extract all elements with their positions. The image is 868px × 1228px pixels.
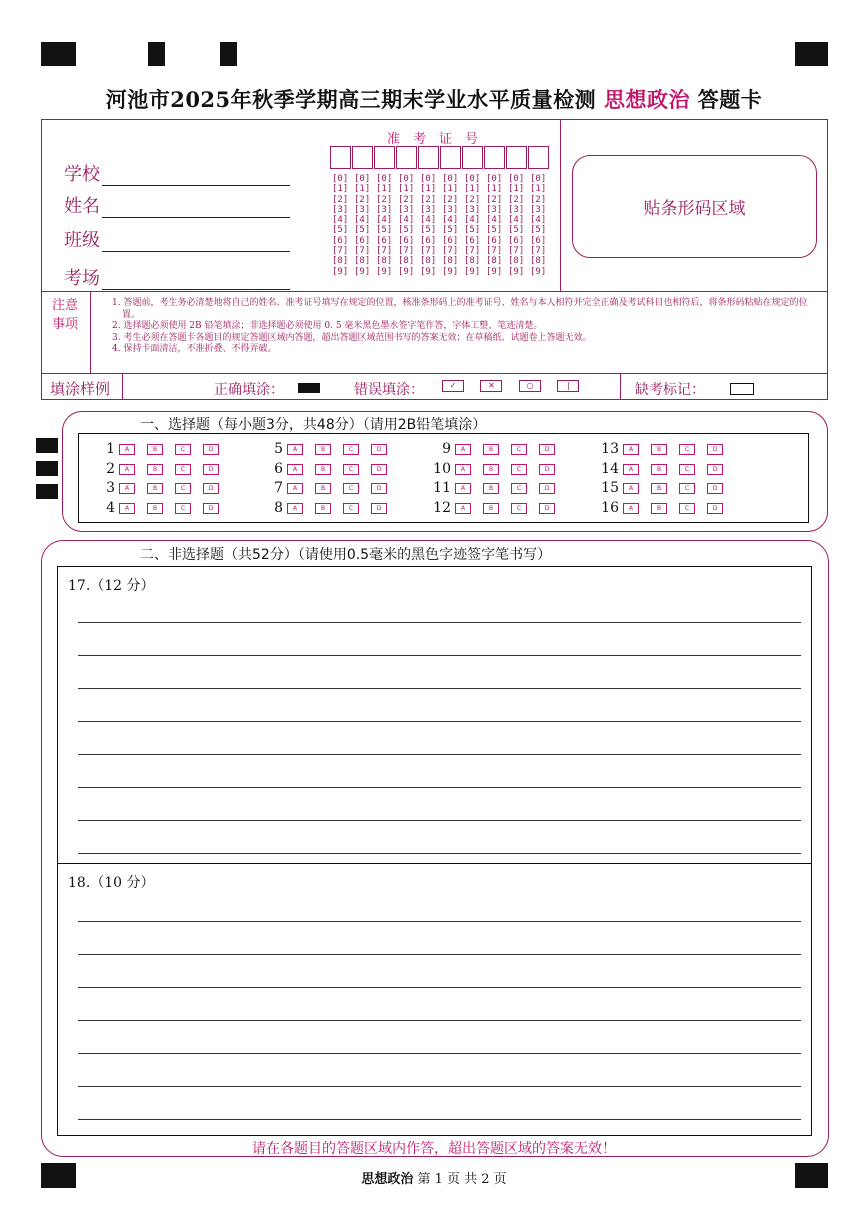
answer-bubble[interactable]: B (651, 483, 667, 494)
digit-bubble[interactable]: [2] (508, 194, 525, 205)
digit-bubble[interactable]: [0] (398, 174, 415, 184)
writing-line (78, 1086, 801, 1087)
exam-number-digit-column[interactable] (354, 174, 374, 277)
choice-question-row (93, 461, 231, 477)
wrong-fill-samples (442, 378, 579, 394)
writing-line (78, 787, 801, 788)
question-number: 4 (106, 500, 115, 516)
digit-bubble[interactable]: [0] (354, 174, 371, 184)
digit-bubble[interactable]: [4] (376, 215, 393, 226)
answer-bubble[interactable]: C (343, 444, 359, 455)
answer-bubble[interactable]: B (483, 503, 499, 514)
answer-bubble[interactable]: A (119, 464, 135, 475)
digit-bubble[interactable]: [2] (486, 194, 503, 205)
answer-box-q18[interactable] (57, 863, 812, 1136)
exam-number-digit-column[interactable] (442, 174, 462, 277)
digit-bubble[interactable]: [8] (508, 256, 525, 267)
digit-bubble[interactable]: [5] (530, 225, 547, 236)
exam-number-entry-box[interactable] (374, 146, 395, 169)
writing-line (78, 655, 801, 656)
exam-number-entry-box[interactable] (418, 146, 439, 169)
answer-bubble[interactable]: C (175, 503, 191, 514)
title-subject: 思想政治 (603, 87, 690, 112)
registration-mark-top-2 (148, 42, 165, 66)
choice-section-heading: 一、选择题（每小题3分，共48分）（请用2B铅笔填涂） (140, 417, 487, 433)
exam-number-digit-column[interactable] (508, 174, 528, 277)
answer-bubble[interactable]: D (539, 503, 555, 514)
digit-bubble[interactable]: [5] (332, 225, 349, 236)
choice-question-row (261, 461, 399, 477)
wrong-fill-label: 错误填涂： (354, 382, 424, 398)
correct-fill-label: 正确填涂： (214, 382, 284, 398)
digit-bubble[interactable]: [4] (332, 215, 349, 226)
answer-bubble[interactable]: C (511, 464, 527, 475)
choice-question-row (93, 500, 231, 516)
answer-bubble[interactable]: D (371, 483, 387, 494)
question-17-label: 17.（12 分） (68, 578, 155, 594)
answer-bubble[interactable]: B (147, 444, 163, 455)
wrong-fill-check-icon: ✓ (442, 380, 464, 392)
notice-item: 2. 选择题必须使用 2B 铅笔填涂；非选择题必须使用 0. 5 毫米黑色墨水签字笔作答，字体工整、笔迹清楚。 (112, 321, 543, 331)
question-number: 16 (601, 500, 619, 516)
exam-number-entry-box[interactable] (462, 146, 483, 169)
exam-number-entry-box[interactable] (528, 146, 549, 169)
writing-line (78, 1119, 801, 1120)
answer-bubble[interactable]: B (147, 483, 163, 494)
digit-bubble[interactable]: [0] (508, 174, 525, 184)
answer-bubble[interactable]: C (679, 503, 695, 514)
digit-bubble[interactable]: [3] (486, 204, 503, 215)
exam-number-entry-box[interactable] (330, 146, 351, 169)
footer-page-text: 第 1 页 共 2 页 (417, 1172, 507, 1187)
divider (90, 292, 91, 373)
answer-bubble[interactable]: C (175, 483, 191, 494)
class-label: 班级 (64, 230, 100, 251)
answer-bubble[interactable]: D (539, 483, 555, 494)
digit-bubble[interactable]: [5] (486, 225, 503, 236)
digit-bubble[interactable]: [9] (508, 266, 525, 277)
header-info-box (41, 119, 828, 400)
answer-bubble[interactable]: D (371, 444, 387, 455)
notice-item: 3. 考生必须在答题卡各题目的规定答题区域内答题，超出答题区域范围书写的答案无效；在草稿纸、试题卷上答题无效。 (112, 332, 592, 343)
digit-bubble[interactable]: [1] (354, 184, 371, 195)
digit-bubble[interactable]: [3] (442, 204, 459, 215)
exam-number-digit-column[interactable] (486, 174, 506, 277)
digit-bubble[interactable]: [1] (486, 184, 503, 195)
choice-question-row (93, 441, 231, 457)
answer-bubble[interactable]: D (203, 483, 219, 494)
wrong-fill-line-icon: | (557, 380, 579, 392)
exam-number-entry-box[interactable] (484, 146, 505, 169)
digit-bubble[interactable]: [6] (486, 235, 503, 246)
digit-bubble[interactable]: [9] (354, 266, 371, 277)
choice-question-row (429, 441, 567, 457)
digit-bubble[interactable]: [5] (508, 225, 525, 236)
digit-bubble[interactable]: [5] (376, 225, 393, 236)
question-number: 11 (433, 480, 451, 496)
answer-bubble[interactable]: C (175, 464, 191, 475)
absent-label: 缺考标记： (635, 382, 705, 398)
digit-bubble[interactable]: [4] (354, 215, 371, 226)
question-number: 10 (433, 461, 451, 477)
registration-mark-top-right (795, 42, 828, 66)
exam-number-digit-column[interactable] (464, 174, 484, 277)
answer-bubble[interactable]: D (707, 464, 723, 475)
answer-bubble[interactable]: C (511, 503, 527, 514)
answer-bubble[interactable]: B (315, 503, 331, 514)
registration-mark-side-2 (36, 461, 58, 476)
exam-number-entry-box[interactable] (440, 146, 461, 169)
question-number: 14 (601, 461, 619, 477)
digit-bubble[interactable]: [9] (530, 266, 547, 277)
digit-bubble[interactable]: [3] (464, 204, 481, 215)
digit-bubble[interactable]: [2] (354, 194, 371, 205)
digit-bubble[interactable]: [7] (464, 246, 481, 257)
digit-bubble[interactable]: [6] (508, 235, 525, 246)
page-title (0, 84, 868, 114)
answer-bubble[interactable]: D (203, 464, 219, 475)
notice-item: 4. 保持卡面清洁，不准折叠、不得弄破。 (112, 344, 277, 354)
digit-bubble[interactable]: [7] (508, 246, 525, 257)
digit-bubble[interactable]: [2] (376, 194, 393, 205)
answer-bubble[interactable]: D (539, 444, 555, 455)
footer-subject: 思想政治 (361, 1172, 414, 1187)
correct-fill-sample (298, 383, 320, 393)
registration-mark-side-1 (36, 438, 58, 453)
answer-bubble[interactable]: B (483, 464, 499, 475)
choice-question-row (261, 500, 399, 516)
digit-bubble[interactable]: [0] (442, 174, 459, 184)
digit-bubble[interactable]: [0] (332, 174, 349, 184)
digit-bubble[interactable]: [6] (442, 235, 459, 246)
digit-bubble[interactable]: [4] (464, 215, 481, 226)
digit-bubble[interactable]: [3] (398, 204, 415, 215)
answer-bubble[interactable]: A (455, 483, 471, 494)
answer-bubble[interactable]: B (483, 444, 499, 455)
answer-bubble[interactable]: D (707, 444, 723, 455)
digit-bubble[interactable]: [7] (398, 246, 415, 257)
page-footer (0, 1168, 868, 1187)
registration-mark-side-3 (36, 484, 58, 499)
registration-mark-top-left (41, 42, 76, 66)
exam-number-entry-box[interactable] (396, 146, 417, 169)
choice-question-row (261, 441, 399, 457)
answer-bubble[interactable]: D (371, 464, 387, 475)
digit-bubble[interactable]: [8] (486, 256, 503, 267)
digit-bubble[interactable]: [7] (332, 246, 349, 257)
digit-bubble[interactable]: [5] (442, 225, 459, 236)
digit-bubble[interactable]: [3] (420, 204, 437, 215)
answer-bubble[interactable]: C (343, 483, 359, 494)
answer-bubble[interactable]: A (119, 483, 135, 494)
digit-bubble[interactable]: [1] (398, 184, 415, 195)
exam-number-digit-column[interactable] (530, 174, 550, 277)
school-field[interactable] (64, 160, 290, 186)
name-field[interactable] (64, 192, 290, 218)
registration-mark-top-3 (220, 42, 237, 66)
answer-bubble[interactable]: A (287, 503, 303, 514)
digit-bubble[interactable]: [6] (354, 235, 371, 246)
digit-bubble[interactable]: [0] (420, 174, 437, 184)
answer-bubble[interactable]: B (483, 483, 499, 494)
question-number: 13 (601, 441, 619, 457)
answer-bubble[interactable]: B (651, 464, 667, 475)
exam-number-entry-box[interactable] (352, 146, 373, 169)
writing-line (78, 954, 801, 955)
digit-bubble[interactable]: [0] (530, 174, 547, 184)
digit-bubble[interactable]: [1] (376, 184, 393, 195)
digit-bubble[interactable]: [1] (442, 184, 459, 195)
digit-bubble[interactable]: [6] (398, 235, 415, 246)
question-number: 5 (274, 441, 283, 457)
digit-bubble[interactable]: [9] (464, 266, 481, 277)
digit-bubble[interactable]: [2] (464, 194, 481, 205)
answer-bubble[interactable]: C (679, 464, 695, 475)
digit-bubble[interactable]: [7] (486, 246, 503, 257)
digit-bubble[interactable]: [0] (376, 174, 393, 184)
digit-bubble[interactable]: [2] (530, 194, 547, 205)
digit-bubble[interactable]: [8] (376, 256, 393, 267)
question-number: 7 (274, 480, 283, 496)
digit-bubble[interactable]: [5] (420, 225, 437, 236)
digit-bubble[interactable]: [1] (530, 184, 547, 195)
question-number: 3 (106, 480, 115, 496)
answer-box-q17[interactable] (57, 566, 812, 864)
digit-bubble[interactable]: [4] (508, 215, 525, 226)
exam-number-digit-column[interactable] (332, 174, 352, 277)
question-18-label: 18.（10 分） (68, 875, 155, 891)
answer-bubble[interactable]: A (623, 444, 639, 455)
digit-bubble[interactable]: [3] (332, 204, 349, 215)
digit-bubble[interactable]: [9] (442, 266, 459, 277)
answer-bubble[interactable]: C (175, 444, 191, 455)
answer-bubble[interactable]: D (371, 503, 387, 514)
digit-bubble[interactable]: [4] (530, 215, 547, 226)
digit-bubble[interactable]: [8] (442, 256, 459, 267)
answer-bubble[interactable]: A (455, 444, 471, 455)
answer-bubble[interactable]: C (343, 464, 359, 475)
digit-bubble[interactable]: [9] (398, 266, 415, 277)
digit-bubble[interactable]: [6] (464, 235, 481, 246)
choice-question-row (429, 480, 567, 496)
writing-line (78, 622, 801, 623)
choice-question-row (93, 480, 231, 496)
answer-bubble[interactable]: D (539, 464, 555, 475)
digit-bubble[interactable]: [5] (464, 225, 481, 236)
digit-bubble[interactable]: [7] (442, 246, 459, 257)
answer-bubble[interactable]: A (623, 464, 639, 475)
room-label: 考场 (64, 268, 100, 289)
fill-sample-row (42, 375, 827, 399)
answer-bubble[interactable]: B (315, 444, 331, 455)
divider (42, 291, 827, 292)
digit-bubble[interactable]: [1] (464, 184, 481, 195)
digit-bubble[interactable]: [8] (332, 256, 349, 267)
question-number: 1 (106, 441, 115, 457)
writing-line (78, 754, 801, 755)
question-number: 12 (433, 500, 451, 516)
class-field[interactable] (64, 226, 290, 252)
digit-bubble[interactable]: [2] (442, 194, 459, 205)
digit-bubble[interactable]: [4] (398, 215, 415, 226)
answer-bubble[interactable]: B (147, 464, 163, 475)
digit-bubble[interactable]: [7] (354, 246, 371, 257)
digit-bubble[interactable]: [6] (420, 235, 437, 246)
choice-question-row (261, 480, 399, 496)
digit-bubble[interactable]: [3] (530, 204, 547, 215)
digit-bubble[interactable]: [3] (354, 204, 371, 215)
answer-bubble[interactable]: D (707, 483, 723, 494)
answer-bubble[interactable]: A (119, 444, 135, 455)
footer-warning: 请在各题目的答题区域内作答，超出答题区域的答案无效！ (252, 1141, 616, 1157)
writing-line (78, 721, 801, 722)
answer-bubble[interactable]: A (455, 464, 471, 475)
choice-question-row (597, 461, 735, 477)
writing-line (78, 820, 801, 821)
answer-bubble[interactable]: A (623, 503, 639, 514)
writing-line (78, 688, 801, 689)
divider (560, 120, 561, 292)
fill-sample-label: 填涂样例 (50, 380, 111, 398)
answer-bubble[interactable]: C (679, 483, 695, 494)
answer-bubble[interactable]: D (203, 503, 219, 514)
digit-bubble[interactable]: [4] (486, 215, 503, 226)
answer-bubble[interactable]: C (679, 444, 695, 455)
answer-bubble[interactable]: B (651, 444, 667, 455)
choice-answer-box (78, 433, 809, 523)
digit-bubble[interactable]: [1] (332, 184, 349, 195)
digit-bubble[interactable]: [1] (508, 184, 525, 195)
wrong-fill-circle-icon: ○ (519, 380, 541, 392)
name-label: 姓名 (64, 196, 100, 217)
exam-number-digit-column[interactable] (376, 174, 396, 277)
digit-bubble[interactable]: [6] (332, 235, 349, 246)
question-number: 2 (106, 461, 115, 477)
digit-bubble[interactable]: [9] (420, 266, 437, 277)
digit-bubble[interactable]: [7] (376, 246, 393, 257)
answer-bubble[interactable]: A (287, 444, 303, 455)
digit-bubble[interactable]: [3] (508, 204, 525, 215)
open-section-heading: 二、非选择题（共52分）（请使用0.5毫米的黑色字迹签字笔书写） (140, 547, 552, 563)
answer-bubble[interactable]: C (511, 444, 527, 455)
digit-bubble[interactable]: [8] (354, 256, 371, 267)
writing-line (78, 987, 801, 988)
notice-list (112, 298, 812, 356)
digit-bubble[interactable]: [4] (442, 215, 459, 226)
digit-bubble[interactable]: [2] (332, 194, 349, 205)
answer-bubble[interactable]: B (315, 483, 331, 494)
exam-number-digit-column[interactable] (420, 174, 440, 277)
writing-line (78, 1053, 801, 1054)
digit-bubble[interactable]: [6] (376, 235, 393, 246)
answer-bubble[interactable]: B (651, 503, 667, 514)
digit-bubble[interactable]: [0] (486, 174, 503, 184)
wrong-fill-cross-icon: ✕ (480, 380, 502, 392)
exam-number-digit-column[interactable] (398, 174, 418, 277)
answer-bubble[interactable]: D (203, 444, 219, 455)
digit-bubble[interactable]: [0] (464, 174, 481, 184)
title-suffix: 答题卡 (697, 87, 763, 112)
writing-line (78, 1020, 801, 1021)
digit-bubble[interactable]: [5] (398, 225, 415, 236)
question-number: 9 (442, 441, 451, 457)
digit-bubble[interactable]: [7] (530, 246, 547, 257)
exam-number-title: 准考证号 (387, 132, 492, 147)
digit-bubble[interactable]: [8] (398, 256, 415, 267)
divider (42, 373, 827, 374)
question-number: 8 (274, 500, 283, 516)
question-number: 6 (274, 461, 283, 477)
choice-question-row (597, 480, 735, 496)
digit-bubble[interactable]: [8] (464, 256, 481, 267)
notice-item: 1. 答题前，考生务必清楚地将自己的姓名、准考证号填写在规定的位置，核准条形码上的准考证号、姓名与本人相符并完全正确及考试科目也相符后，将条形码粘贴在规定的位置。 (112, 298, 808, 320)
answer-bubble[interactable]: D (707, 503, 723, 514)
answer-bubble[interactable]: B (315, 464, 331, 475)
answer-bubble[interactable]: A (287, 483, 303, 494)
notice-label: 注意事项 (52, 298, 79, 332)
digit-bubble[interactable]: [8] (420, 256, 437, 267)
answer-bubble[interactable]: B (147, 503, 163, 514)
digit-bubble[interactable]: [7] (420, 246, 437, 257)
digit-bubble[interactable]: [9] (376, 266, 393, 277)
answer-bubble[interactable]: A (623, 483, 639, 494)
title-prefix: 河池市2025年秋季学期高三期末学业水平质量检测 (105, 87, 597, 112)
school-label: 学校 (64, 164, 100, 185)
digit-bubble[interactable]: [4] (420, 215, 437, 226)
digit-bubble[interactable]: [6] (530, 235, 547, 246)
room-field[interactable] (64, 264, 290, 290)
choice-question-row (597, 441, 735, 457)
digit-bubble[interactable]: [5] (354, 225, 371, 236)
choice-question-row (597, 500, 735, 516)
barcode-area: 贴条形码区域 (572, 155, 817, 258)
absent-mark-box[interactable] (730, 383, 754, 395)
answer-bubble[interactable]: A (287, 464, 303, 475)
choice-question-row (429, 461, 567, 477)
writing-line (78, 921, 801, 922)
digit-bubble[interactable]: [2] (420, 194, 437, 205)
choice-question-row (429, 500, 567, 516)
answer-bubble[interactable]: A (119, 503, 135, 514)
answer-bubble[interactable]: C (343, 503, 359, 514)
digit-bubble[interactable]: [2] (398, 194, 415, 205)
digit-bubble[interactable]: [3] (376, 204, 393, 215)
digit-bubble[interactable]: [1] (420, 184, 437, 195)
question-number: 15 (601, 480, 619, 496)
answer-bubble[interactable]: A (455, 503, 471, 514)
writing-line (78, 853, 801, 854)
answer-bubble[interactable]: C (511, 483, 527, 494)
digit-bubble[interactable]: [9] (486, 266, 503, 277)
digit-bubble[interactable]: [9] (332, 266, 349, 277)
digit-bubble[interactable]: [8] (530, 256, 547, 267)
exam-number-entry-box[interactable] (506, 146, 527, 169)
